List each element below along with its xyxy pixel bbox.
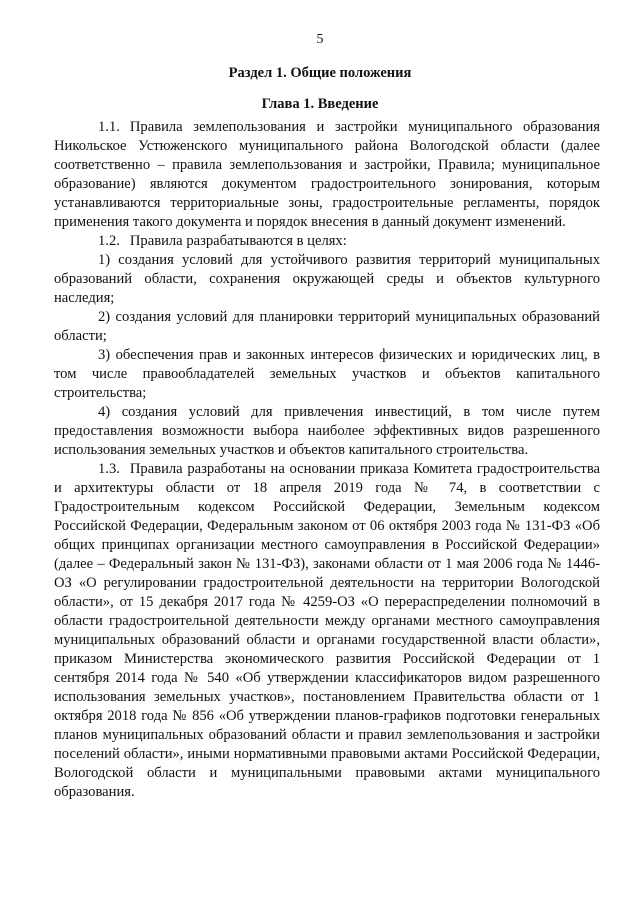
list-item-text: 2) создания условий для планировки территорий муниципальных образований области; bbox=[54, 309, 600, 344]
paragraph-number: 1.2. bbox=[98, 233, 120, 249]
section-title: Раздел 1. Общие положения bbox=[228, 65, 412, 81]
paragraph-1-2 bbox=[54, 232, 600, 251]
paragraph-number: 1.3. bbox=[98, 461, 120, 477]
page-number: 5 bbox=[316, 32, 324, 47]
list-item-4 bbox=[54, 403, 600, 460]
paragraph-text: Правила землепользования и застройки муниципального образования Никольское Устюженского муниципального района Вологодской области (далее соответственно – правила землепользования и застройки, Правила; муниципальное образование) являются документом градостроительного зонирования, которым устанавливаются территориальные зоны, градостроительные регламенты, порядок применения такого документа и порядок внесения в данный документ изменений. bbox=[54, 119, 600, 230]
list-item-2 bbox=[54, 308, 600, 346]
paragraph-text: Правила разрабатываются в целях: bbox=[129, 233, 347, 249]
chapter-title: Глава 1. Введение bbox=[261, 96, 379, 112]
paragraph-number: 1.1. bbox=[98, 119, 120, 135]
paragraph-text: Правила разработаны на основании приказа Комитета градостроительства и архитектуры области от 18 апреля 2019 года № 74, в соответствии с Градостроительным кодексом Российской Федерации, Земельным кодексом Российской Федерации, Федеральным законом от 06 октября 2003 года № 131-ФЗ «Об общих принципах организации местного самоуправления в Российской Федерации» (далее – Федеральный закон № 131-ФЗ), законами области от 1 мая 2006 года № 1446-ОЗ «О регулировании градостроительной деятельности на территории Вологодской области», от 15 декабря 2017 года № 4259-ОЗ «О перераспределении полномочий в области градостроительной деятельности между органами местного самоуправления муниципальных образований области и органами государственной власти области», приказом Министерства экономического развития Российской Федерации от 1 сентября 2014 года № 540 «Об утверждении классификаторов видом разрешенного использования земельных участков», постановлением Правительства области от 1 октября 2018 года № 856 «Об утверждении планов-графиков подготовки генеральных планов муниципальных образований области и правил землепользования и застройки поселений области», иными нормативными правовыми актами Российской Федерации, Вологодской области и муниципальными правовыми актами муниципального образования. bbox=[54, 461, 600, 800]
list-item-text: 1) создания условий для устойчивого развития территорий муниципальных образований области, сохранения окружающей среды и объектов культурного наследия; bbox=[54, 252, 600, 306]
list-item-text: 3) обеспечения прав и законных интересов физических и юридических лиц, в том числе правообладателей земельных участков и объектов капитального строительства; bbox=[54, 347, 600, 401]
list-item-1 bbox=[54, 251, 600, 308]
paragraph-1-1 bbox=[54, 118, 600, 232]
document-body bbox=[54, 118, 600, 802]
list-item-3 bbox=[54, 346, 600, 403]
list-item-text: 4) создания условий для привлечения инвестиций, в том числе путем предоставления возможности выбора наиболее эффективных видов разрешенного использования земельных участков и объектов капитального строительства. bbox=[54, 404, 600, 458]
paragraph-1-3 bbox=[54, 460, 600, 802]
